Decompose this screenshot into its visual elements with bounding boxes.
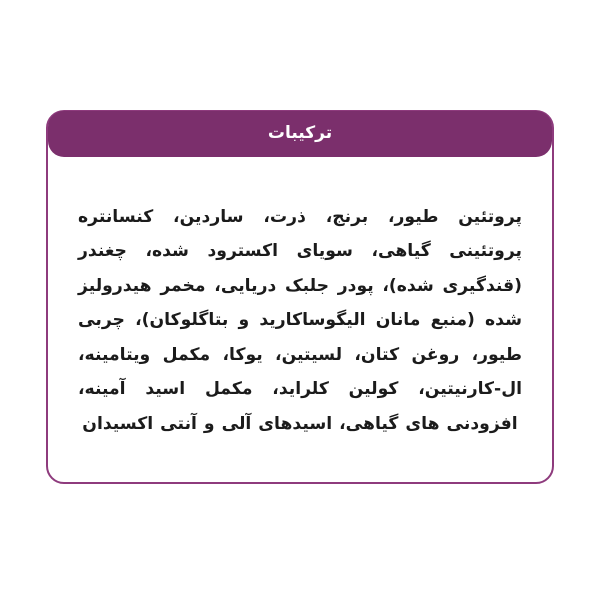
card-header	[48, 111, 552, 157]
ingredients-card	[46, 110, 554, 484]
card-header-title: ترکیبات	[267, 123, 333, 144]
ingredients-list-text: پروتئین طیور، برنج، ذرت، ساردین، کنسانتره پروتئینی گیاهی، سویای اکسترود شده، چغندر (قندگیری شده)، پودر جلبک دریایی، مخمر هیدرولیز شده (منبع مانان الیگوساکارید و بتاگلوکان)، چربی طیور، روغن کتان، لسیتین، یوکا، مکمل ویتامینه، ال-کارنیتین، کولین کلراید، مکمل اسید آمینه، افزودنی های گیاهی، اسیدهای آلی و آنتی اکسیدان	[78, 207, 522, 434]
card-body	[48, 157, 552, 464]
